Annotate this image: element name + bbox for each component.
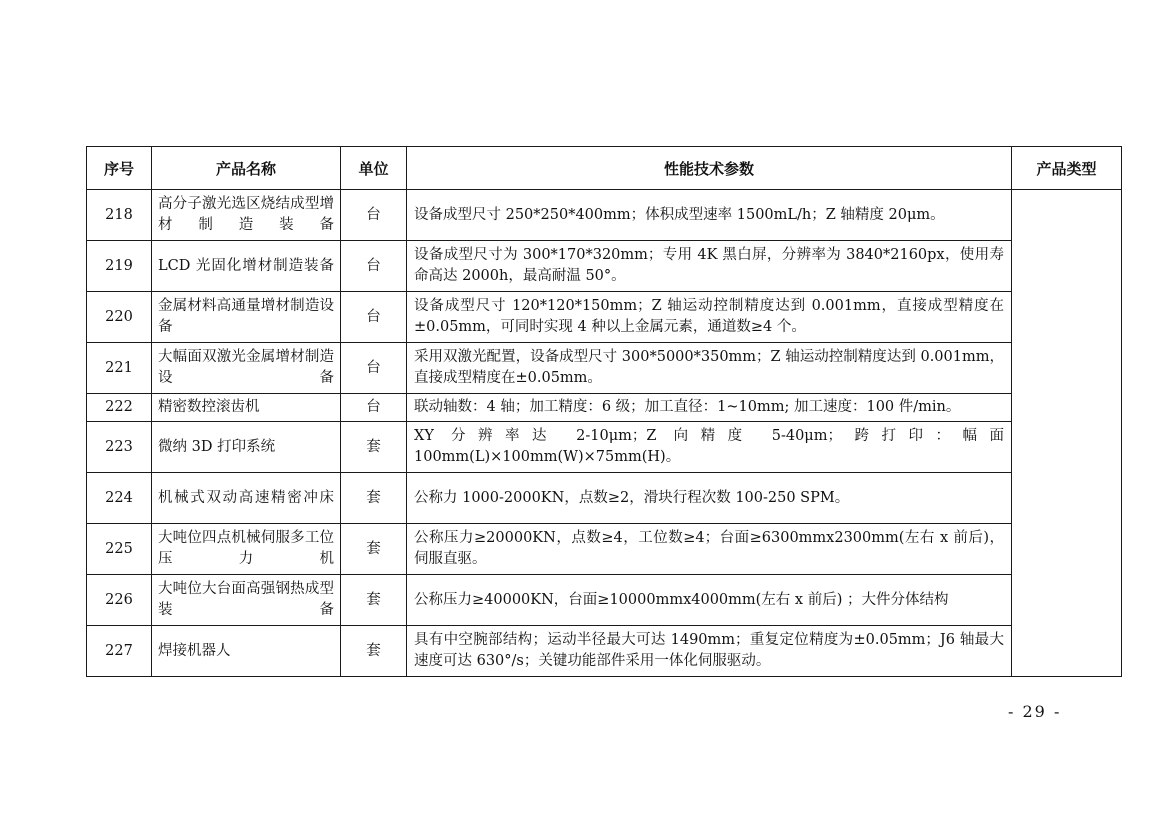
row-spec: 公称压力≥40000KN，台面≥10000mmx4000mm(左右 x 前后) ；大件分体结构 <box>407 575 1012 626</box>
row-unit: 套 <box>341 626 407 677</box>
table-row <box>87 292 1122 343</box>
row-index: 218 <box>87 190 152 241</box>
row-unit: 套 <box>341 422 407 473</box>
row-product-name: 精密数控滚齿机 <box>152 394 341 422</box>
row-unit: 套 <box>341 524 407 575</box>
row-spec: 公称力 1000-2000KN，点数≥2，滑块行程次数 100-250 SPM。 <box>407 473 1012 524</box>
row-spec: 设备成型尺寸 120*120*150mm；Z 轴运动控制精度达到 0.001mm，直接成型精度在±0.05mm，可同时实现 4 种以上金属元素，通道数≥4 个。 <box>407 292 1012 343</box>
row-spec: 设备成型尺寸 250*250*400mm；体积成型速率 1500mL/h；Z 轴精度 20μm。 <box>407 190 1012 241</box>
table-row <box>87 524 1122 575</box>
table-header-row <box>87 147 1122 190</box>
product-type-cell <box>1012 190 1122 677</box>
row-unit: 套 <box>341 575 407 626</box>
table-row <box>87 422 1122 473</box>
row-index: 222 <box>87 394 152 422</box>
row-spec: 采用双激光配置，设备成型尺寸 300*5000*350mm；Z 轴运动控制精度达到 0.001mm，直接成型精度在±0.05mm。 <box>407 343 1012 394</box>
table-row <box>87 626 1122 677</box>
row-product-name: 金属材料高通量增材制造设备 <box>152 292 341 343</box>
page-number: - 29 - <box>1008 702 1062 721</box>
table-row <box>87 241 1122 292</box>
table-row <box>87 190 1122 241</box>
row-index: 225 <box>87 524 152 575</box>
header-product-type: 产品类型 <box>1012 147 1122 190</box>
row-index: 219 <box>87 241 152 292</box>
row-product-name: 微纳 3D 打印系统 <box>152 422 341 473</box>
row-unit: 台 <box>341 292 407 343</box>
row-index: 227 <box>87 626 152 677</box>
equipment-spec-table <box>86 146 1122 677</box>
row-product-name: 焊接机器人 <box>152 626 341 677</box>
header-performance-specs: 性能技术参数 <box>407 147 1012 190</box>
header-product-name: 产品名称 <box>152 147 341 190</box>
table-row <box>87 575 1122 626</box>
table-row <box>87 473 1122 524</box>
row-index: 221 <box>87 343 152 394</box>
row-index: 224 <box>87 473 152 524</box>
row-index: 223 <box>87 422 152 473</box>
row-unit: 台 <box>341 241 407 292</box>
row-product-name: 大吨位四点机械伺服多工位压力机 <box>152 524 341 575</box>
header-unit: 单位 <box>341 147 407 190</box>
row-spec: 设备成型尺寸为 300*170*320mm；专用 4K 黑白屏，分辨率为 3840*2160px，使用寿命高达 2000h，最高耐温 50°。 <box>407 241 1012 292</box>
row-spec: 具有中空腕部结构；运动半径最大可达 1490mm；重复定位精度为±0.05mm；J6 轴最大速度可达 630°/s；关键功能部件采用一体化伺服驱动。 <box>407 626 1012 677</box>
row-spec: XY 分辨率达 2-10μm；Z 向精度 5-40μm；跨打印：幅面 100mm(L)×100mm(W)×75mm(H)。 <box>407 422 1012 473</box>
row-product-name: 机械式双动高速精密冲床 <box>152 473 341 524</box>
row-unit: 台 <box>341 394 407 422</box>
row-product-name: LCD 光固化增材制造装备 <box>152 241 341 292</box>
row-index: 226 <box>87 575 152 626</box>
row-unit: 套 <box>341 473 407 524</box>
row-product-name: 大幅面双激光金属增材制造设备 <box>152 343 341 394</box>
row-product-name: 高分子激光选区烧结成型增材制造装备 <box>152 190 341 241</box>
table-row <box>87 343 1122 394</box>
table-row <box>87 394 1122 422</box>
row-unit: 台 <box>341 190 407 241</box>
row-unit: 台 <box>341 343 407 394</box>
header-index: 序号 <box>87 147 152 190</box>
row-product-name: 大吨位大台面高强钢热成型装备 <box>152 575 341 626</box>
row-spec: 公称压力≥20000KN，点数≥4，工位数≥4；台面≥6300mmx2300mm(左右 x 前后)，伺服直驱。 <box>407 524 1012 575</box>
row-index: 220 <box>87 292 152 343</box>
row-spec: 联动轴数：4 轴；加工精度：6 级；加工直径：1~10mm; 加工速度：100 件/min。 <box>407 394 1012 422</box>
